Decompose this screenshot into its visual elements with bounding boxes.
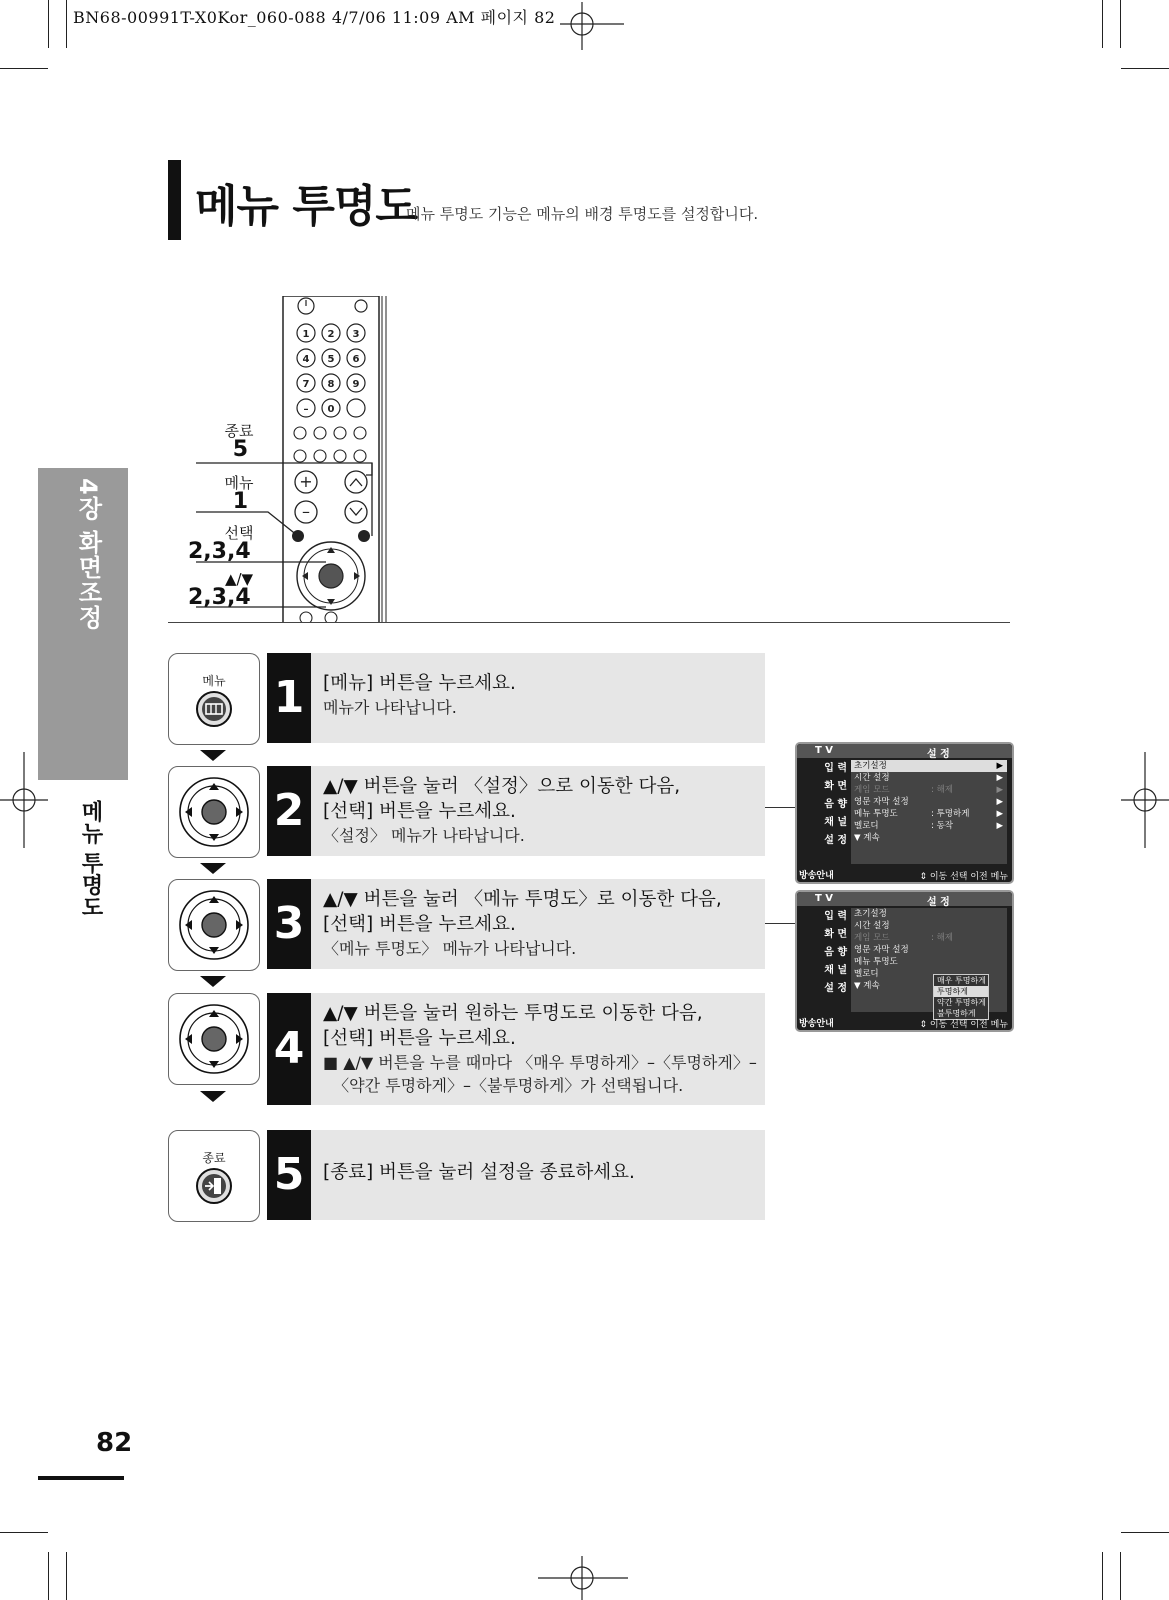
navigation-pad-icon [177,1002,251,1076]
crop-mark [1102,1552,1103,1600]
osd-popup-option-selected: 투명하게 [934,986,988,997]
osd-hints: ⇕ 이동 선택 이전 메뉴 [919,1020,1008,1030]
osd-menu-item: ▼ 계속 [854,833,880,843]
crop-mark [1120,0,1121,48]
svg-text:3: 3 [352,329,360,340]
osd-guide-label: 방송안내 [799,871,834,881]
osd-sidebar-item: 입 력 [824,763,847,774]
osd-menu-title: 설 정 [927,897,950,908]
step-2-sub-1: 〈설정〉 메뉴가 나타납니다. [323,826,525,845]
osd-hints: ⇕ 이동 선택 이전 메뉴 [919,872,1008,882]
svg-text:+: + [299,472,313,491]
crop-mark [66,0,67,48]
osd-menu-item: 멜로디 : 동작 ▶ [854,821,1003,831]
crop-mark [66,1552,67,1600]
step-3-sub-1: 〈메뉴 투명도〉 메뉴가 나타납니다. [323,939,577,958]
step-1-number: 1 [267,653,311,743]
osd-sidebar [801,908,851,998]
step-2-number: 2 [267,766,311,856]
osd-tv-label: T V [815,745,834,756]
registration-mark-top [548,2,628,52]
crop-mark [48,1552,49,1600]
step-arrow-down-icon [200,750,226,761]
step-3-body [311,879,765,969]
navigation-pad-icon [177,888,251,962]
osd-menu-item: 영문 자막 설정 [854,945,909,955]
osd-menu-item: 메뉴 투명도 [854,957,898,967]
section-divider [168,622,1010,623]
step-4-number: 4 [267,993,311,1105]
svg-text:9: 9 [352,379,360,390]
osd-menu-item: ▼ 계속 [854,981,880,991]
osd-menu-item: 시간 설정 [854,921,890,931]
step-2-line-1: ▲/▼ 버튼을 눌러 〈설정〉으로 이동한 다음, [323,776,681,797]
osd-popup-option: 불투명하게 [937,1009,976,1018]
chapter-tab-label: 4장 화면조정 [74,478,102,631]
osd-sidebar-item: 채 널 [824,965,847,976]
crop-mark [48,0,49,48]
section-tab-label: 메뉴 투명도 [78,800,103,918]
step-5-line-1: [종료] 버튼을 눌러 설정을 종료하세요. [323,1162,635,1183]
osd-screen-settings [795,742,1014,884]
osd-footer [797,866,1012,882]
print-header: BN68-00991T-X0Kor_060-088 4/7/06 11:09 AM 페이지 82 [73,8,556,27]
osd-sidebar-item: 설 정 [824,983,847,994]
page-subtitle: 메뉴 투명도 기능은 메뉴의 배경 투명도를 설정합니다. [406,205,759,223]
osd-sidebar-item: 음 향 [824,947,847,958]
svg-text:4: 4 [302,354,310,365]
step-4-line-1: ▲/▼ 버튼을 눌러 원하는 투명도로 이동한 다음, [323,1003,703,1024]
step-arrow-down-icon [200,863,226,874]
page-title: 메뉴 투명도 [195,181,417,232]
step-5-body [311,1130,765,1220]
step-1-icon-label: 메뉴 [202,674,226,688]
step-4-body [311,993,765,1105]
osd-tv-label: T V [815,893,834,904]
menu-button-icon [195,690,233,728]
page-number-underline [38,1476,124,1480]
crop-mark [0,68,48,69]
crop-mark [1121,68,1169,69]
osd-connector-line [765,923,795,924]
step-1-icon-box [168,653,260,745]
crop-mark [0,1532,48,1533]
step-arrow-down-icon [200,1091,226,1102]
osd-guide-label: 방송안내 [799,1019,834,1029]
step-2-body [311,766,765,856]
osd-menu-item: 게임 모드 : 해제 ▶ [854,785,1003,795]
osd-menu-item: 게임 모드 : 해제 [854,933,953,943]
osd-sidebar [801,760,851,850]
osd-menu-list [851,760,1007,864]
svg-text:7: 7 [302,379,310,390]
osd-popup-option: 매우 투명하게 [937,976,986,985]
step-arrow-down-icon [200,976,226,987]
svg-text:–: – [303,404,309,415]
exit-button-icon [195,1167,233,1205]
osd-menu-title: 설 정 [927,749,950,760]
callout-steps-updown: 2,3,4 [188,585,251,610]
callout-label-menu: 메뉴 [224,474,254,492]
registration-mark-bottom [538,1552,628,1600]
osd-screen-transparency [795,890,1014,1032]
callout-steps-exit: 5 [232,437,248,462]
step-5-icon-box [168,1130,260,1222]
svg-text:5: 5 [327,354,335,365]
step-3-line-2: [선택] 버튼을 누르세요. [323,914,516,935]
osd-sidebar-item: 화 면 [824,929,847,940]
step-5-number: 5 [267,1130,311,1220]
step-1-sub-1: 메뉴가 나타납니다. [323,698,457,717]
osd-sidebar-item: 음 향 [824,799,847,810]
callout-label-exit: 종료 [224,422,254,440]
callout-label-updown: ▲/▼ [224,570,254,588]
registration-mark-right [1121,752,1169,848]
osd-menu-item: 초기설정 [854,909,887,919]
step-4-icon-box [168,993,260,1085]
osd-menu-item: 시간 설정 ▶ [854,773,1003,783]
osd-sidebar-item: 설 정 [824,835,847,846]
navigation-pad-icon [177,775,251,849]
step-5-icon-label: 종료 [202,1151,226,1165]
crop-mark [1121,1532,1169,1533]
osd-menu-item: 메뉴 투명도 : 투명하게 ▶ [854,809,1003,819]
page-number: 82 [96,1428,133,1458]
step-4-sub-1: ■ ▲/▼ 버튼을 누를 때마다 〈매우 투명하게〉–〈투명하게〉– [323,1053,757,1072]
osd-menu-item: 영문 자막 설정 ▶ [854,797,1003,807]
step-2-icon-box [168,766,260,858]
osd-menu-item: 초기설정 ▶ [851,760,1007,772]
osd-sidebar-item: 화 면 [824,781,847,792]
title-accent-bar [168,160,181,240]
step-3-icon-box [168,879,260,971]
callout-leader-lines [196,455,396,615]
crop-mark [1102,0,1103,48]
svg-text:2: 2 [327,329,335,340]
callout-steps-select: 2,3,4 [188,539,251,564]
step-3-number: 3 [267,879,311,969]
step-3-line-1: ▲/▼ 버튼을 눌러 〈메뉴 투명도〉로 이동한 다음, [323,889,722,910]
svg-text:1: 1 [302,329,310,340]
crop-mark [1120,1552,1121,1600]
osd-footer [797,1014,1012,1030]
step-1-line-1: [메뉴] 버튼을 누르세요. [323,673,516,694]
osd-menu-item: 멜로디 [854,969,879,979]
svg-text:6: 6 [352,354,360,365]
osd-connector-line [765,807,795,808]
step-4-sub-2: 〈약간 투명하게〉–〈불투명하게〉가 선택됩니다. [323,1076,684,1095]
step-2-line-2: [선택] 버튼을 누르세요. [323,801,516,822]
svg-text:–: – [302,502,310,521]
osd-sidebar-item: 입 력 [824,911,847,922]
step-1-body [311,653,765,743]
svg-text:0: 0 [327,404,335,415]
callout-label-select: 선택 [224,524,254,542]
osd-sidebar-item: 채 널 [824,817,847,828]
callout-steps-menu: 1 [232,489,248,514]
osd-popup-option: 약간 투명하게 [937,998,986,1007]
svg-text:8: 8 [327,379,335,390]
step-4-line-2: [선택] 버튼을 누르세요. [323,1028,516,1049]
